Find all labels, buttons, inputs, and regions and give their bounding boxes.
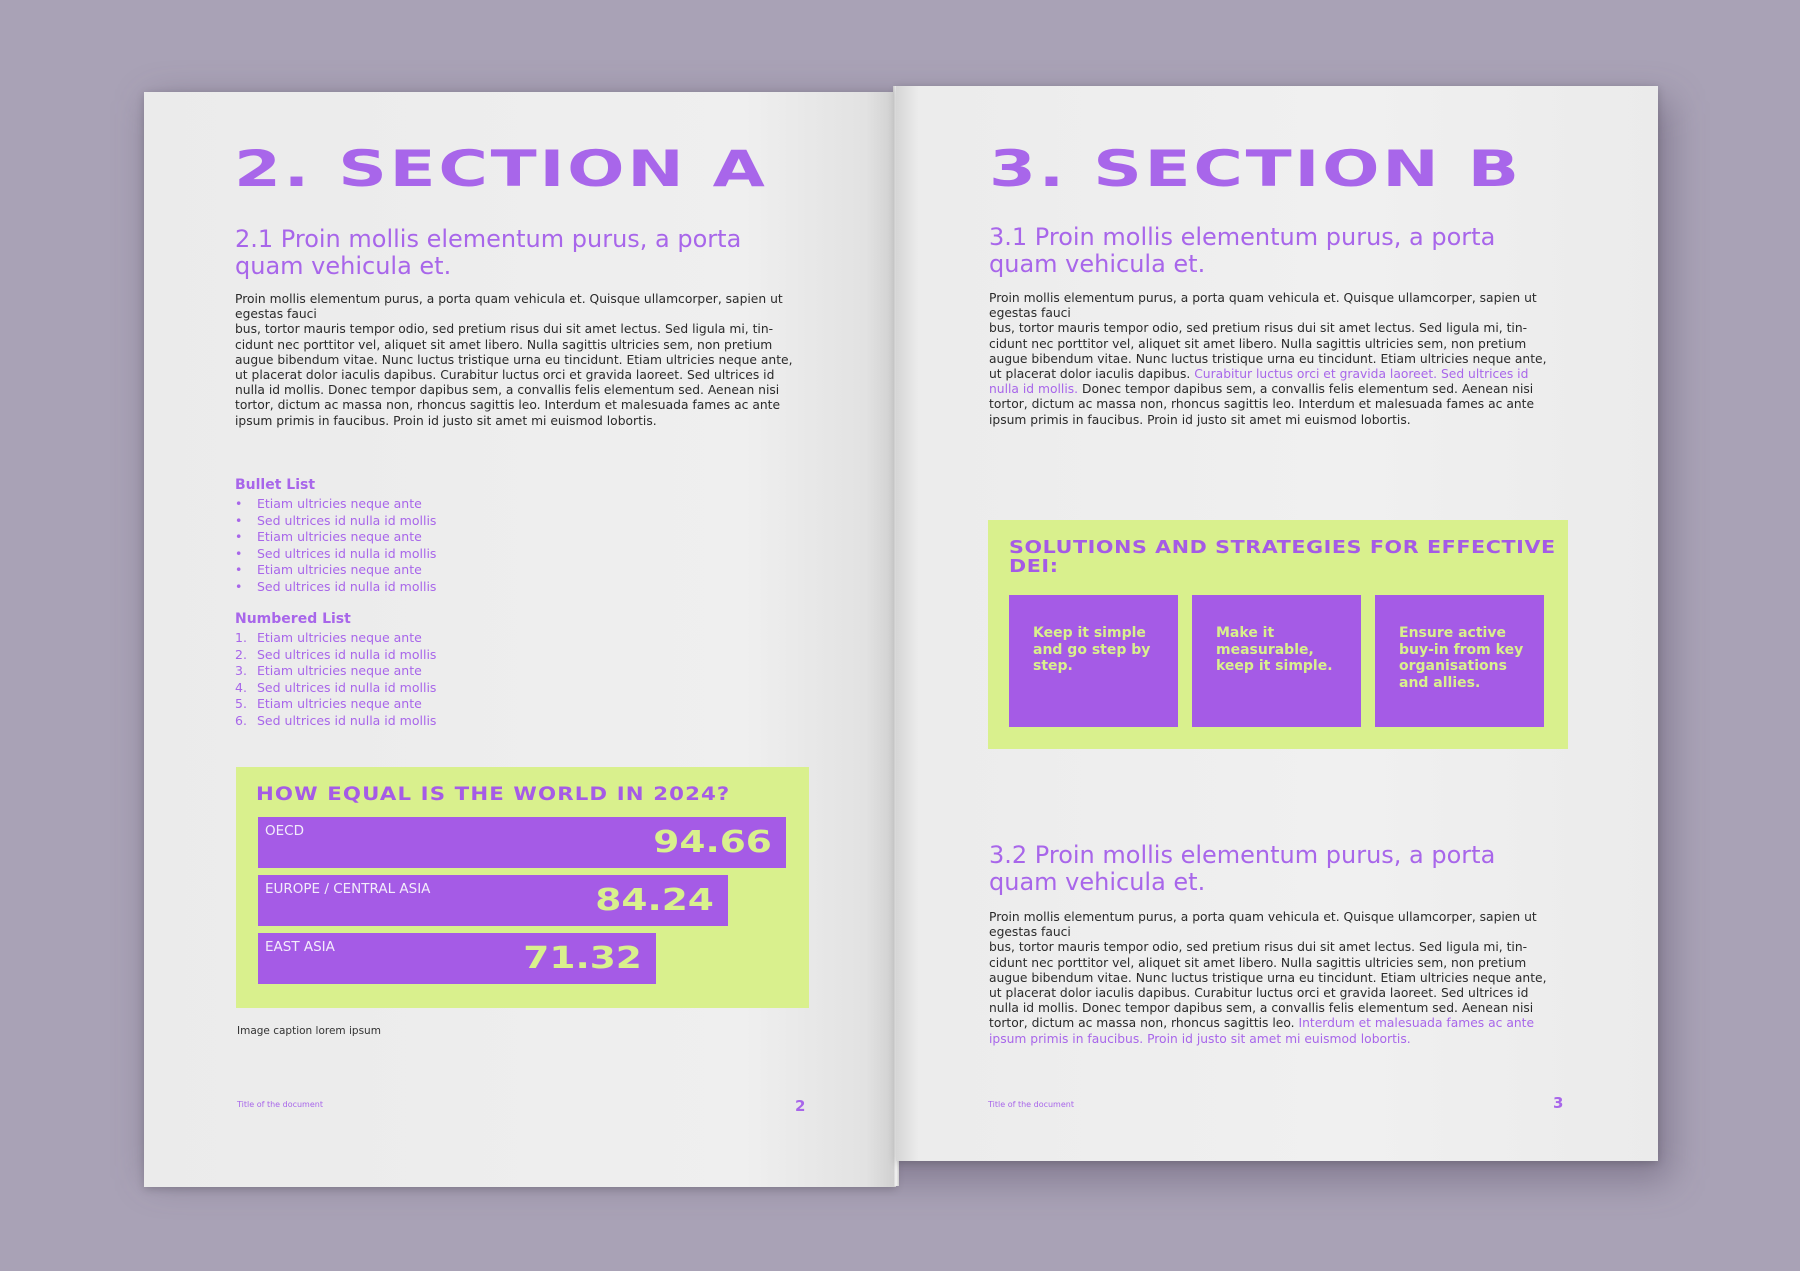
section-b-body-text-2 [989,910,1569,1047]
numbered-item-text: Etiam ultricies neque ante [257,630,422,645]
bullet-item-text: Sed ultrices id nulla id mollis [257,512,437,528]
chart-bar-value: 71.32 [523,941,642,976]
body-text-plain: Donec tempor dapibus sem, a convallis felis elementum sed. Aenean nisi [1078,382,1534,397]
bullet-list-item [235,529,436,546]
number-marker: 4. [235,679,247,695]
body-text-plain: cidunt nec porttitor vel, aliquet sit amet libero. Nulla sagittis ultricies sem, non pretium [989,955,1527,970]
body-text-plain: ut placerat dolor iaculis dapibus. [989,367,1195,382]
number-marker: 6. [235,712,247,728]
body-text-plain: ut placerat dolor iaculis dapibus. Curabitur luctus orci et gravida laoreet. Sed ultrices id [989,986,1529,1001]
body-line [989,337,1569,352]
body-line: Proin mollis elementum purus, a porta quam vehicula et. Quisque ullamcorper, sapien ut [235,292,783,306]
body-text-plain: bus, tortor mauris tempor odio, sed pretium risus dui sit amet lectus. Sed ligula mi, tin- [989,321,1528,336]
body-text-plain: Proin mollis elementum purus, a porta quam vehicula et. Quisque ullamcorper, sapien ut [989,910,1537,924]
bullet-item-text: Etiam ultricies neque ante [257,496,422,511]
numbered-list-item [235,663,436,680]
bullet-item-text: Sed ultrices id nulla id mollis [257,578,437,594]
numbered-list-item [235,630,436,647]
numbered-list-title: Numbered List [235,611,351,627]
body-line [989,1016,1569,1031]
body-line: egestas fauci [235,307,317,322]
numbered-item-text: Sed ultrices id nulla id mollis [257,679,437,695]
body-text-highlight: nulla id mollis. [989,382,1079,397]
body-line [989,1032,1569,1047]
bullet-list [235,496,436,596]
bullet-marker: • [235,545,243,561]
numbered-item-text: Etiam ultricies neque ante [257,663,422,679]
body-line: tortor, dictum ac massa non, rhoncus sagittis leo. Interdum et malesuada fames ac ante [235,398,781,413]
dei-card-1-text: Keep it simple and go step by step. [1033,625,1151,674]
chart-bar-label: OECD [265,823,304,839]
left-footer-title: Title of the document [237,1100,323,1109]
bullet-marker: • [235,512,243,528]
chart-bar-label: EAST ASIA [265,939,335,955]
section-b-title: 3. SECTION B [989,140,1522,198]
number-marker: 5. [235,696,247,712]
body-line [989,352,1569,367]
body-line [989,291,1569,306]
body-line [989,382,1569,397]
bullet-list-item [235,513,436,530]
body-text-plain: augue bibendum vitae. Nunc luctus tristique urna eu tincidunt. Etiam ultricies neque ante, [989,351,1547,366]
dei-strategies-box [988,520,1568,749]
body-text-plain: Proin mollis elementum purus, a porta quam vehicula et. Quisque ullamcorper, sapien ut [989,291,1537,305]
bullet-item-text: Etiam ultricies neque ante [257,562,422,578]
body-text-highlight: Interdum et malesuada fames ac ante [1298,1016,1535,1031]
section-a-title: 2. SECTION A [234,140,768,198]
body-line [989,940,1569,955]
body-line: nulla id mollis. Donec tempor dapibus sem, a convallis felis elementum sed. Aenean nisi [235,383,780,398]
body-text-highlight: ipsum primis in faucibus. Proin id justo sit amet mi euismod lobortis. [989,1031,1411,1046]
body-line [989,986,1569,1001]
numbered-item-text: Sed ultrices id nulla id mollis [257,712,437,728]
body-line [989,306,1569,321]
bullet-marker: • [235,562,243,578]
dei-title: SOLUTIONS AND STRATEGIES FOR EFFECTIVE DEI: [1009,538,1556,577]
bullet-list-item [235,579,436,596]
body-line [989,925,1569,940]
numbered-list-item [235,680,436,697]
body-line [989,413,1569,428]
body-line [989,910,1569,925]
numbered-item-text: Sed ultrices id nulla id mollis [257,646,437,662]
bullet-list-item [235,546,436,563]
body-line [989,971,1569,986]
subsection-3-2-title: 3.2 Proin mollis elementum purus, a porta quam vehicula et. [989,841,1496,896]
body-text-plain: tortor, dictum ac massa non, rhoncus sagittis leo. Interdum et malesuada fames ac ante [989,397,1535,412]
chart-bar-value: 84.24 [595,883,714,918]
chart-bar-2 [258,875,728,926]
body-text-plain: egestas fauci [989,306,1071,321]
number-marker: 3. [235,663,247,679]
body-line [989,321,1569,336]
body-text-highlight: Curabitur luctus orci et gravida laoreet. Sed ultrices id [1194,367,1529,382]
body-line: bus, tortor mauris tempor odio, sed pretium risus dui sit amet lectus. Sed ligula mi, tin- [235,322,774,337]
body-text-plain: egestas fauci [989,925,1071,940]
bullet-list-title: Bullet List [235,477,316,493]
dei-card-2 [1192,595,1361,727]
bullet-marker: • [235,496,243,511]
numbered-list-item [235,713,436,730]
chart-bar-3 [258,933,656,984]
body-line: ipsum primis in faucibus. Proin id justo sit amet mi euismod lobortis. [235,413,657,428]
bullet-list-item [235,496,436,513]
dei-card-3 [1375,595,1544,727]
right-page-number: 3 [1553,1094,1564,1112]
right-footer-title: Title of the document [988,1100,1074,1109]
subsection-2-1-title: 2.1 Proin mollis elementum purus, a porta quam vehicula et. [235,225,742,280]
numbered-list-item [235,696,436,713]
body-line [989,397,1569,412]
body-line [989,956,1569,971]
bullet-marker: • [235,529,243,545]
bullet-marker: • [235,578,243,594]
body-line: ut placerat dolor iaculis dapibus. Curabitur luctus orci et gravida laoreet. Sed ultrices id [235,368,775,383]
body-text-plain: ipsum primis in faucibus. Proin id justo sit amet mi euismod lobortis. [989,412,1411,427]
equality-chart [236,767,809,1008]
bullet-item-text: Etiam ultricies neque ante [257,529,422,545]
body-line [989,1001,1569,1016]
left-page-number: 2 [795,1097,806,1115]
number-marker: 1. [235,630,247,645]
numbered-list [235,630,436,730]
chart-bar-value: 94.66 [653,825,772,860]
body-line [989,367,1569,382]
body-text-plain: augue bibendum vitae. Nunc luctus tristique urna eu tincidunt. Etiam ultricies neque ante, [989,970,1547,985]
numbered-list-item [235,647,436,664]
chart-bar-1 [258,817,786,868]
number-marker: 2. [235,646,247,662]
body-line: cidunt nec porttitor vel, aliquet sit amet libero. Nulla sagittis ultricies sem, non pretium [235,337,773,352]
body-text-plain: nulla id mollis. Donec tempor dapibus sem, a convallis felis elementum sed. Aenean nisi [989,1001,1534,1016]
dei-card-2-text: Make it measurable, keep it simple. [1216,625,1333,674]
chart-title: HOW EQUAL IS THE WORLD IN 2024? [256,783,731,805]
dei-card-1 [1009,595,1178,727]
bullet-list-item [235,562,436,579]
body-text-plain: bus, tortor mauris tempor odio, sed pretium risus dui sit amet lectus. Sed ligula mi, tin- [989,940,1528,955]
dei-card-3-text: Ensure active buy-in from key organisations and allies. [1399,625,1524,691]
subsection-3-1-title: 3.1 Proin mollis elementum purus, a porta quam vehicula et. [989,223,1496,278]
section-a-body-text [235,292,815,429]
body-text-plain: tortor, dictum ac massa non, rhoncus sagittis leo. [989,1016,1299,1031]
numbered-item-text: Etiam ultricies neque ante [257,696,422,712]
section-b-body-text-1 [989,291,1569,428]
bullet-item-text: Sed ultrices id nulla id mollis [257,545,437,561]
image-caption: Image caption lorem ipsum [237,1025,381,1037]
body-line: augue bibendum vitae. Nunc luctus tristique urna eu tincidunt. Etiam ultricies neque ante, [235,352,793,367]
chart-bar-label: EUROPE / CENTRAL ASIA [265,881,431,897]
body-text-plain: cidunt nec porttitor vel, aliquet sit amet libero. Nulla sagittis ultricies sem, non pretium [989,336,1527,351]
